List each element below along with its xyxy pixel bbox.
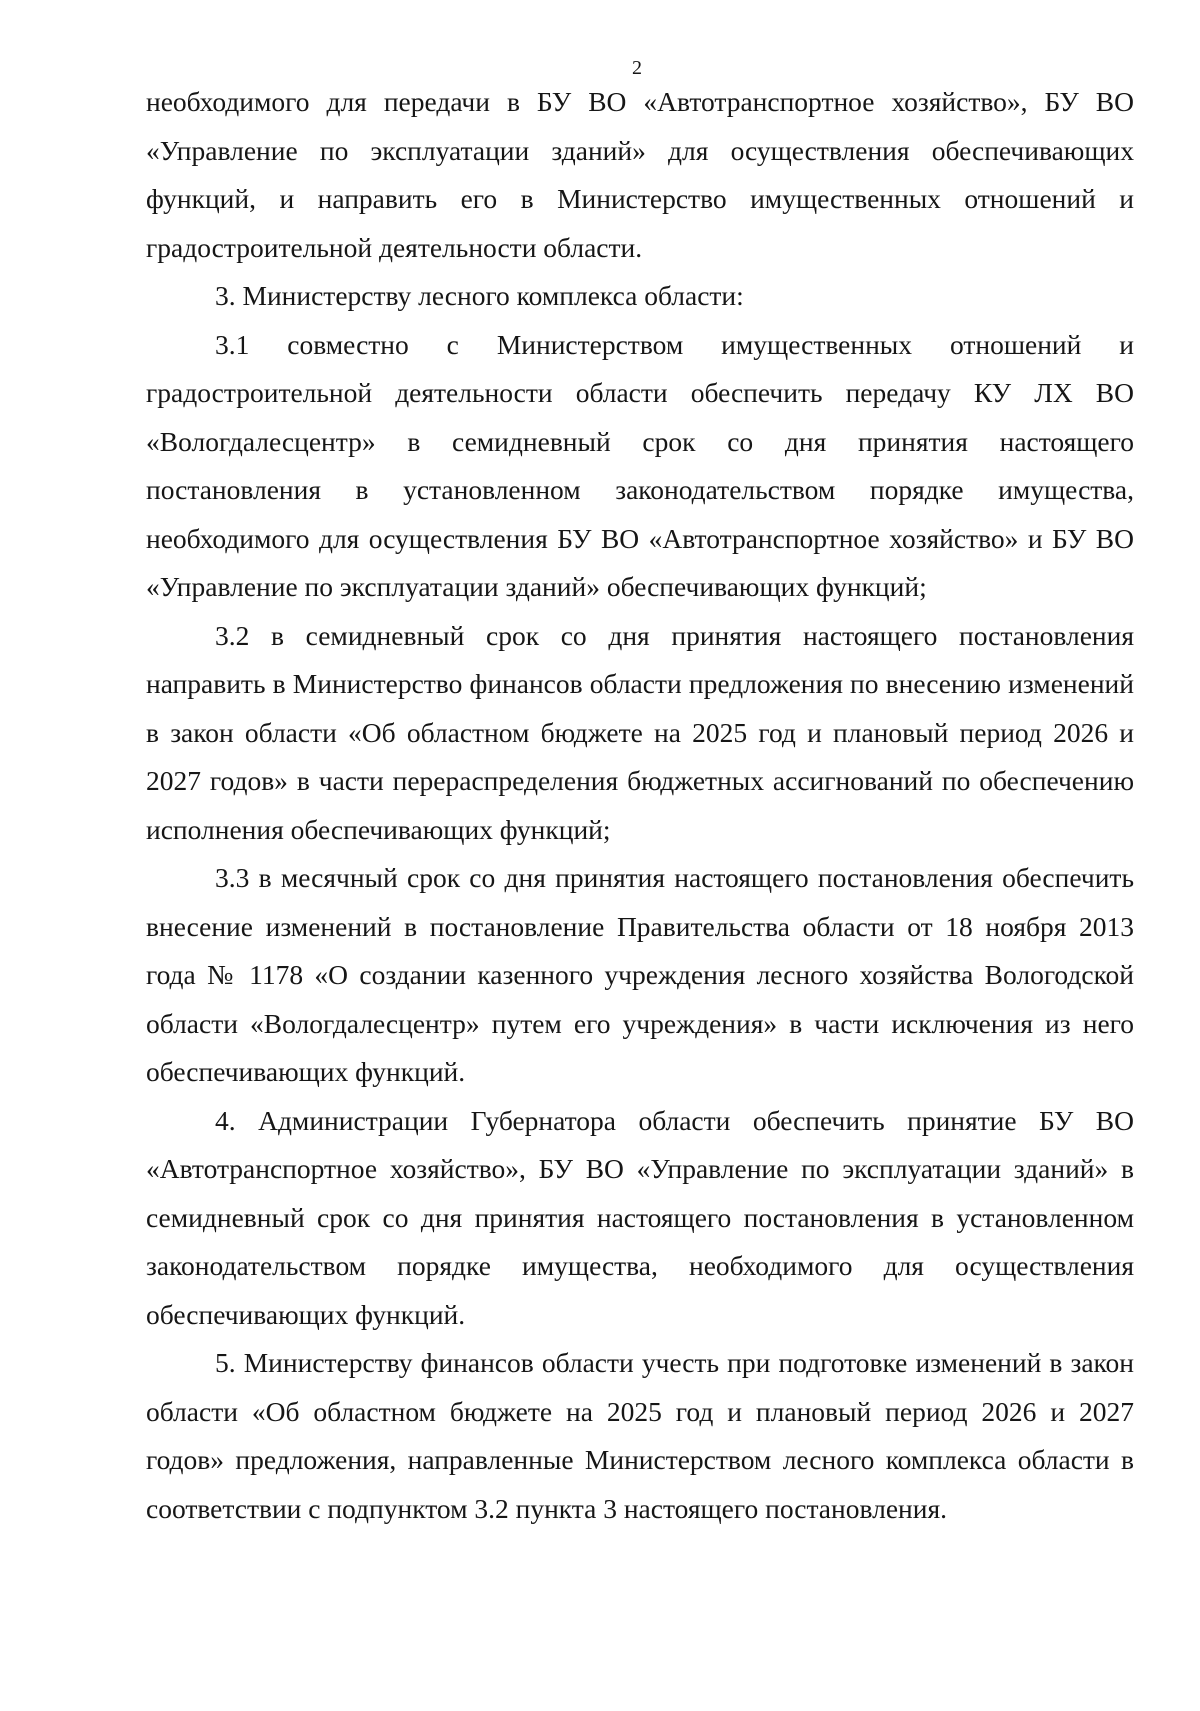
paragraph-continuation: необходимого для передачи в БУ ВО «Автотранспортное хозяйство», БУ ВО «Управление по эксплуатации зданий» для осуществления обеспечивающих функций, и направить его в Министерство имущественных отношений и градостроительной деятельности области.	[146, 86, 1134, 263]
paragraph-item-3-2: 3.2 в семидневный срок со дня принятия настоящего постановления направить в Министерство финансов области предложения по внесению изменений в закон области «Об областном бюджете на 2025 год и плановый период 2026 и 2027 годов» в части перераспределения бюджетных ассигнований по обеспечению исполнения обеспечивающих функций;	[146, 619, 1134, 845]
paragraph-item-3-3: 3.3 в месячный срок со дня принятия настоящего постановления обеспечить внесение изменений в постановление Правительства области от 18 ноября 2013 года № 1178 «О создании казенного учреждения лесного хозяйства Вологодской области «Вологдалесцентр» путем его учреждения» в части исключения из него обеспечивающих функций.	[146, 862, 1134, 1087]
paragraph-item-5: 5. Министерству финансов области учесть при подготовке изменений в закон области «Об областном бюджете на 2025 год и плановый период 2026 и 2027 годов» предложения, направленные Министерством лесного комплекса области в соответствии с подпунктом 3.2 пункта 3 настоящего постановления.	[146, 1347, 1134, 1524]
paragraph-item-3: 3. Министерству лесного комплекса области:	[215, 280, 744, 311]
paragraph-item-4: 4. Администрации Губернатора области обеспечить принятие БУ ВО «Автотранспортное хозяйство», БУ ВО «Управление по эксплуатации зданий» в семидневный срок со дня принятия настоящего постановления в установленном законодательством порядке имущества, необходимого для осуществления обеспечивающих функций.	[146, 1104, 1134, 1330]
document-body	[146, 78, 1134, 1533]
page-number: 2	[632, 57, 642, 79]
paragraph-item-3-1: 3.1 совместно с Министерством имущественных отношений и градостроительной деятельности области обеспечить передачу КУ ЛХ ВО «Вологдалесцентр» в семидневный срок со дня принятия настоящего постановления в установленном законодательством порядке имущества, необходимого для осуществления БУ ВО «Автотранспортное хозяйство» и БУ ВО «Управление по эксплуатации зданий» обеспечивающих функций;	[146, 328, 1134, 602]
